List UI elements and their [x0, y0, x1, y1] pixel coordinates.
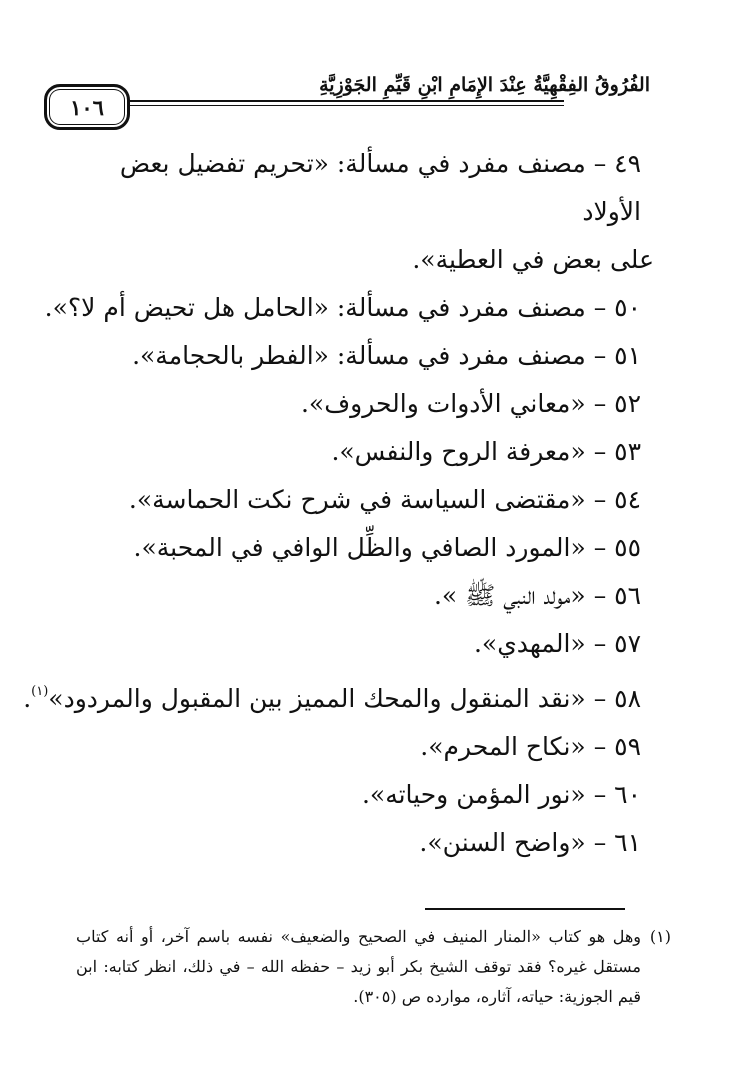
header-rule [60, 100, 564, 106]
bibliography-list [23, 140, 654, 867]
entry-text: مصنف مفرد في مسألة: «الفطر بالحجامة». [132, 341, 586, 370]
entry-dash: – [593, 341, 607, 370]
entry-dash: – [593, 629, 607, 658]
list-item [70, 332, 641, 380]
entry-dash: – [593, 293, 607, 322]
entry-dash: – [593, 389, 607, 418]
footnote-text: وهل هو كتاب «المنار المنيف في الصحيح والضعيف» نفسه باسم آخر، أو أنه كتاب مستقل غيره؟ فقد توقف الشيخ بكر أبو زيد – حفظه الله – في ذلك، انظر كتابه: ابن قيم الجوزية: حياته، آثاره، موارده ص (٣٠٥). [76, 927, 641, 1006]
entry-continuation: على بعض في العطية». [412, 245, 654, 274]
entry-dash: – [593, 437, 607, 466]
entry-dash: – [593, 780, 607, 809]
entry-text: مصنف مفرد في مسألة: «الحامل هل تحيض أم لا؟». [44, 293, 586, 322]
list-item [44, 284, 641, 332]
entry-number: ٥٠ [614, 293, 641, 322]
entry-dash: – [593, 828, 607, 857]
page-header [60, 62, 650, 122]
footnote-reference[interactable]: (١) [31, 684, 49, 699]
list-item [70, 524, 641, 572]
entry-text: «نقد المنقول والمحك المميز بين المقبول والمردود» [48, 684, 586, 713]
page-number: ١٠٦ [44, 84, 130, 130]
entry-dash: – [593, 684, 607, 713]
entry-text: مصنف مفرد في مسألة: «تحريم تفضيل بعض الأولاد [119, 149, 641, 226]
list-item [70, 428, 641, 476]
list-item [70, 476, 641, 524]
entry-number: ٥١ [614, 341, 641, 370]
entry-text: «معرفة الروح والنفس». [331, 437, 586, 466]
entry-text: «نور المؤمن وحياته». [361, 780, 586, 809]
running-title: الفُرُوقُ الفِقْهِيَّةُ عِنْدَ الإِمَامِ ابْنِ قَيِّمِ الجَوْزِيَّةِ [319, 74, 650, 96]
entry-dash: – [593, 732, 607, 761]
entry-number: ٥٦ [614, 581, 641, 610]
entry-dash: – [593, 581, 607, 610]
entry-number: ٥٢ [614, 389, 641, 418]
entry-number: ٦١ [614, 828, 641, 857]
entry-number: ٥٣ [614, 437, 641, 466]
list-item [70, 620, 641, 668]
entry-number: ٦٠ [614, 780, 641, 809]
entry-number: ٥٧ [614, 629, 641, 658]
footnote-separator [425, 908, 625, 910]
entry-number: ٥٨ [614, 684, 641, 713]
entry-text: «المهدي». [473, 629, 586, 658]
entry-text: «واضح السنن». [419, 828, 586, 857]
list-item [70, 723, 641, 771]
list-item [70, 819, 641, 867]
entry-text: «معاني الأدوات والحروف». [300, 389, 586, 418]
entry-tail: . [23, 684, 32, 713]
entry-text: «مقتضى السياسة في شرح نكت الحماسة». [128, 485, 586, 514]
entry-dash: – [593, 485, 607, 514]
entry-text: «المورد الصافي والظِّل الوافي في المحبة». [133, 533, 586, 562]
list-item [23, 668, 641, 723]
list-item [70, 771, 641, 819]
footnote-marker: (١) [649, 927, 671, 946]
entry-text: «نكاح المحرم». [420, 732, 586, 761]
entry-number: ٥٤ [614, 485, 641, 514]
entry-number: ٥٩ [614, 732, 641, 761]
list-item [70, 572, 641, 620]
list-item [70, 380, 641, 428]
footnote [76, 922, 671, 1012]
entry-text: «مولد النبي ﷺ ». [433, 581, 586, 610]
entry-number: ٤٩ [614, 149, 641, 178]
list-item [70, 140, 654, 284]
entry-dash: – [593, 533, 607, 562]
entry-number: ٥٥ [614, 533, 641, 562]
entry-dash: – [593, 149, 607, 178]
